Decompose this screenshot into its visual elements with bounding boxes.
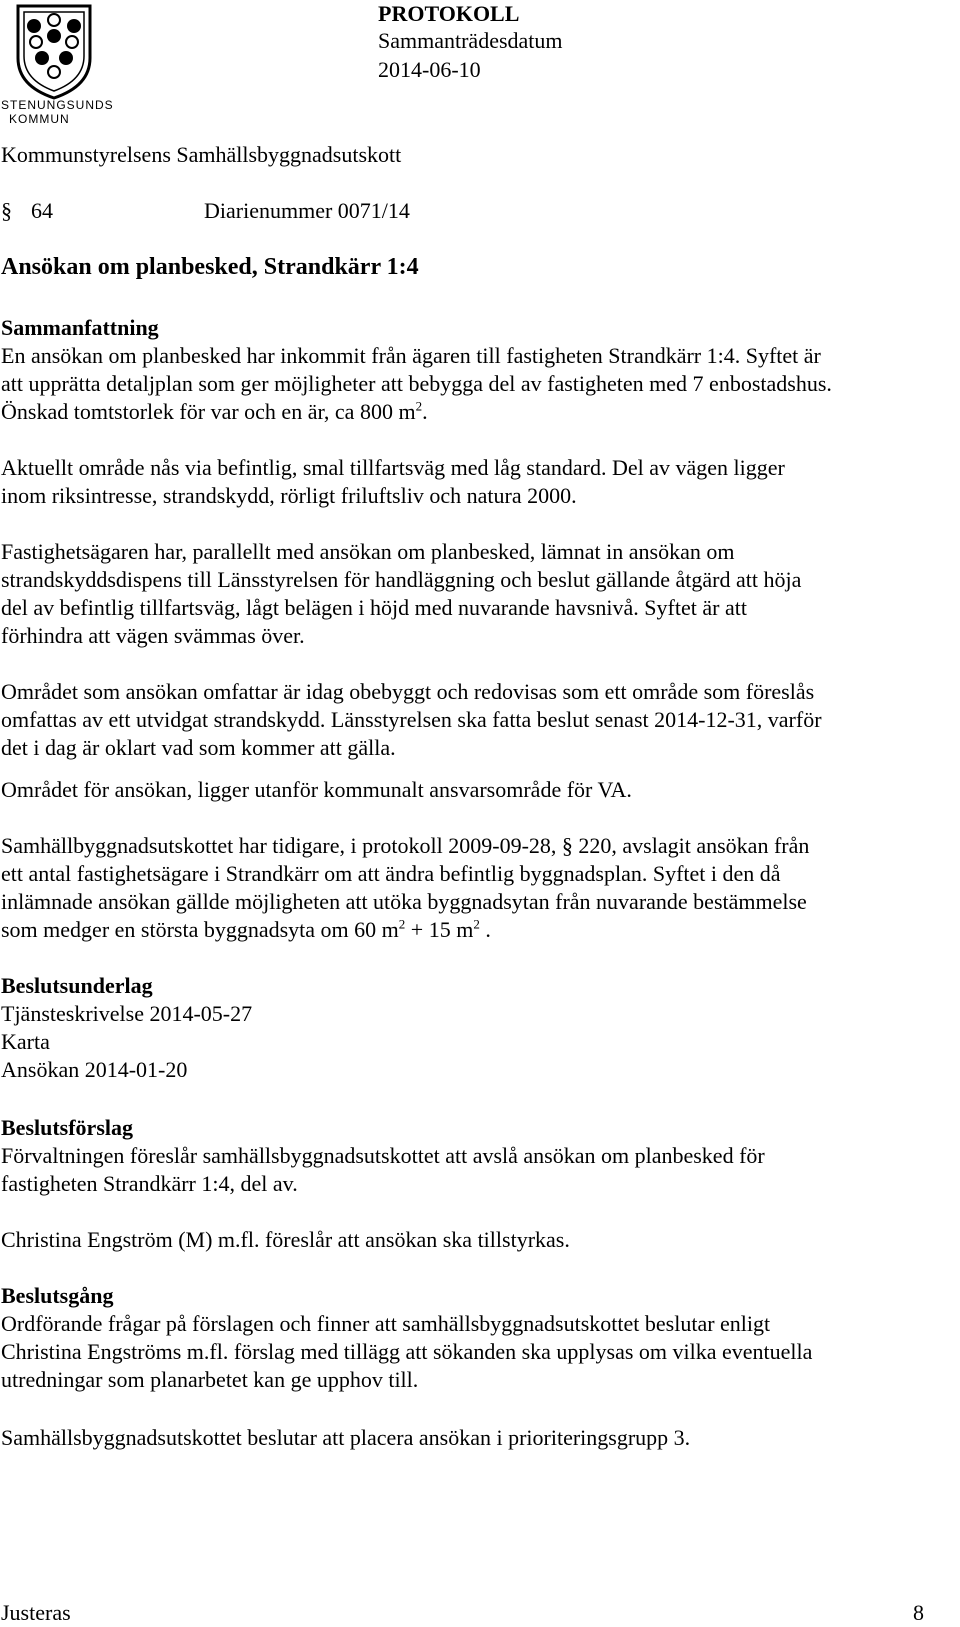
section-number: 64 [31,198,53,223]
text-line [1,916,946,944]
section-line [1,197,410,225]
list-item: Karta [1,1029,50,1054]
text-line: det i dag är oklart vad som kommer att gälla. [1,735,396,760]
summary-paragraph-6 [1,832,946,944]
text-line: En ansökan om planbesked har inkommit från ägaren till fastigheten Strandkärr 1:4. Syftet är [1,343,821,368]
text-line: Ordförande frågar på förslagen och finner att samhällsbyggnadsutskottet beslutar enligt [1,1311,771,1336]
coat-of-arms-icon [14,2,94,102]
text-line: förhindra att vägen svämmas över. [1,623,305,648]
page-number: 8 [913,1600,924,1625]
text-line: Christina Engströms m.fl. förslag med tillägg att sökanden ska upplysas om vilka eventuella [1,1339,813,1364]
logo-org-line2: KOMMUN [9,112,70,126]
text-span: Önskad tomtstorlek för var och en är, ca 800 m [1,399,416,424]
decision-text: Samhällsbyggnadsutskottet beslutar att placera ansökan i prioriteringsgrupp 3. [1,1425,691,1450]
committee-name: Kommunstyrelsens Samhällsbyggnadsutskott [1,142,402,167]
logo-org-line1: STENUNGSUNDS [1,98,114,112]
meeting-date: 2014-06-10 [378,57,481,82]
basis-heading: Beslutsunderlag [1,973,153,998]
summary-paragraph-1 [1,342,946,426]
page-title: Ansökan om planbesked, Strandkärr 1:4 [1,254,419,280]
text-line: Området som ansökan omfattar är idag obebyggt och redovisas som ett område som föreslås [1,679,815,704]
text-line: Förvaltningen föreslår samhällsbyggnadsutskottet att avslå ansökan om planbesked för [1,1143,765,1168]
text-span: Samhällbyggnadsutskottet har tidigare, i protokoll 2009-09-28, [1,833,562,858]
text-line: inlämnade ansökan gällde möjligheten att utöka byggnadsytan från nuvarande bestämmelse [1,889,807,914]
summary-paragraph-2 [1,454,946,510]
text-line: del av befintlig tillfartsväg, lågt belägen i höjd med nuvarande havsnivå. Syftet är att [1,595,747,620]
municipality-logo [0,0,118,128]
text-span: . [422,399,428,424]
process-heading: Beslutsgång [1,1283,114,1308]
text-line: fastigheten Strandkärr 1:4, del av. [1,1171,298,1196]
counter-proposal: Christina Engström (M) m.fl. föreslår att ansökan ska tillstyrkas. [1,1227,570,1252]
text-span: 220, avslagit ansökan från [572,833,810,858]
text-span: . [479,917,491,942]
basis-list [1,1000,946,1084]
text-span: + 15 m [405,917,474,942]
summary-paragraph-3 [1,538,946,650]
paragraph-symbol: § [561,833,573,858]
text-line [1,832,946,860]
text-line: Fastighetsägaren har, parallellt med ansökan om planbesked, lämnat in ansökan om [1,539,735,564]
summary-paragraph-5: Området för ansökan, ligger utanför kommunalt ansvarsområde för VA. [1,777,632,802]
superscript: 2 [398,916,406,932]
superscript: 2 [473,916,480,932]
list-item: Tjänsteskrivelse 2014-05-27 [1,1001,253,1026]
summary-paragraph-4 [1,678,946,762]
footer-justeras: Justeras [1,1600,71,1625]
list-item: Ansökan 2014-01-20 [1,1057,188,1082]
proposal-text [1,1142,946,1198]
text-line [1,398,946,426]
text-line: Aktuellt område nås via befintlig, smal tillfartsväg med låg standard. Del av vägen ligger [1,455,785,480]
text-line: inom riksintresse, strandskydd, rörligt friluftsliv och natura 2000. [1,483,577,508]
text-line: utredningar som planarbetet kan ge upphov till. [1,1367,419,1392]
text-span: som medger en största byggnadsyta om 60 m [1,917,399,942]
text-line: omfattas av ett utvidgat strandskydd. Länsstyrelsen ska fatta beslut senast 2014-12-31, varför [1,707,822,732]
document-type: PROTOKOLL [378,1,520,26]
process-text [1,1310,946,1394]
proposal-heading: Beslutsförslag [1,1115,133,1140]
diary-number: Diarienummer 0071/14 [204,198,410,223]
text-line: strandskyddsdispens till Länsstyrelsen för handläggning och beslut gällande åtgärd att höja [1,567,802,592]
summary-heading: Sammanfattning [1,315,159,340]
text-line: ett antal fastighetsägare i Strandkärr om att ändra befintlig byggnadsplan. Syftet i den då [1,861,781,886]
superscript: 2 [415,398,423,414]
paragraph-symbol: § [1,198,12,223]
text-line: att upprätta detaljplan som ger möjligheter att bebygga del av fastigheten med 7 enbostadshus. [1,371,832,396]
meeting-date-label: Sammanträdesdatum [378,28,563,53]
